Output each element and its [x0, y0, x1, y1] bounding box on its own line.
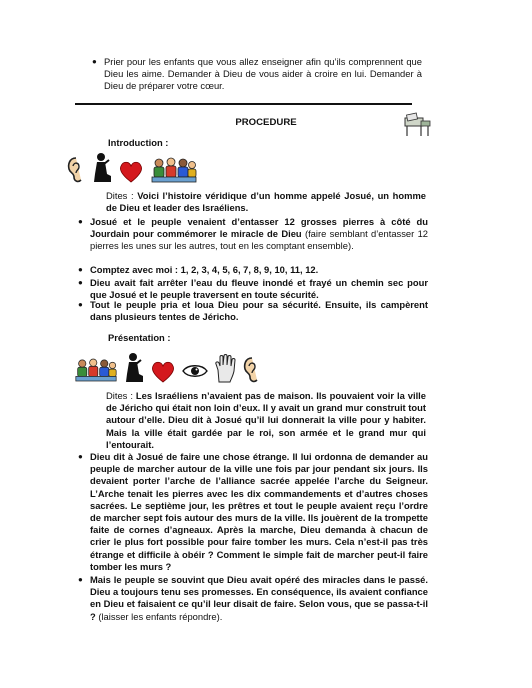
hand-icon: [214, 354, 236, 384]
children-group-icon: [74, 356, 118, 384]
intro-bullet-2: [78, 264, 428, 276]
intro-bullet-3: [78, 277, 428, 301]
intro-bullet-1-normal: (faire semblant d’entasser 12 pierres les unes sur les autres, tout en les comptant ensemble).: [90, 228, 428, 252]
introduction-icons: [66, 150, 198, 184]
eye-icon: [182, 364, 208, 378]
presentation-dites: [106, 390, 426, 451]
intro-bullet-2-text: Comptez avec moi : 1, 2, 3, 4, 5, 6, 7, 8, 9, 10, 11, 12.: [90, 264, 319, 275]
presentation-bullet-2-bold: Mais le peuple se souvint que Dieu avait opéré des miracles dans le passé. Dieu a toujours tenu ses promesses. En conséquence, ils avaient confiance en Dieu et faisaient ce qu’il leur disait de faire. Selon vous, que se passa-t-il ?: [90, 574, 428, 622]
school-desk-icon: [402, 112, 432, 138]
intro-bullet-3-text: Dieu avait fait arrêter l’eau du fleuve inondé et frayé un chemin sec pour que Josué et le peuple traversent en toute sécurité.: [90, 277, 428, 301]
prayer-text: Prier pour les enfants que vous allez enseigner afin qu’ils comprennent que Dieu les aime. Demander à Dieu de vous aider à croire en lui. Demander à Dieu de préparer votre cœur.: [104, 56, 422, 92]
bullet-marker: ●: [92, 57, 97, 66]
heart-icon: [150, 360, 176, 384]
intro-bullet-4-text: Tout le peuple pria et loua Dieu pour sa sécurité. Ensuite, ils campèrent dans plusieurs tentes de Jéricho.: [90, 299, 428, 323]
presentation-label: Présentation :: [108, 332, 171, 343]
bullet-marker: ●: [78, 575, 83, 584]
ear-icon: [66, 156, 86, 184]
introduction-label: Introduction :: [108, 137, 169, 148]
bullet-marker: ●: [78, 265, 83, 274]
presentation-bullet-2: [78, 574, 428, 623]
bullet-marker: ●: [78, 452, 83, 461]
presentation-bullet-1: [78, 451, 428, 573]
presentation-bullet-2-normal: (laisser les enfants répondre).: [95, 610, 223, 622]
section-divider: [75, 103, 412, 105]
procedure-heading: PROCEDURE: [235, 117, 297, 128]
bullet-marker: ●: [78, 217, 83, 226]
heart-icon: [118, 160, 144, 184]
bullet-marker: ●: [78, 300, 83, 309]
presentation-bullet-1-text: Dieu dit à Josué de faire une chose étrange. Il lui ordonna de demander au peuple de marcher autour de la ville une fois par jour pendant six jours. Ils devaient porter l’arche de l’alliance sacrée appelée l’arche du Seigneur. L’Arche tenait les pierres avec les dix commandements et d’autres choses sacrées. Le septième jour, les prêtres et tout le peuple avaient reçu l’ordre de marcher sept fois autour des murs de la ville. Ils jouèrent de la trompette faite de cornes d’agneaux. Après la marche, Dieu demanda à chacun de crier le plus fort possible pour faire tomber les murs. Cela n’est-il pas très étrange et difficile à obéir ? Comment le simple fait de marcher peut-il faire tomber les murs ?: [90, 451, 428, 572]
dites-prefix: Dites :: [106, 390, 136, 401]
prayer-bullet: [92, 56, 422, 93]
intro-bullet-1: [78, 216, 428, 253]
dites-text: Les Israéliens n’avaient pas de maison. Ils pouvaient voir la ville de Jéricho qui était non loin d’eux. Il y avait un grand mur construit tout autour d’elle. Dieu dit à Josué qu’il lui donnerait la ville pour y habiter. Mais la ville était gardée par le roi, son armée et le grand mur qui l’entourait.: [106, 390, 426, 450]
ear-icon: [242, 356, 262, 384]
dites-text: Voici l’histoire véridique d’un homme appelé Josué, un homme de Dieu et leader des Israéliens.: [106, 190, 426, 214]
intro-bullet-1-bold: Josué et le peuple venaient d’entasser 12 grosses pierres à côté du Jourdain pour commémorer le miracle de Dieu: [90, 216, 428, 240]
dites-prefix: Dites :: [106, 190, 138, 201]
intro-bullet-4: [78, 299, 428, 323]
bullet-marker: ●: [78, 278, 83, 287]
praying-person-icon: [92, 152, 112, 184]
praying-person-icon: [124, 352, 144, 384]
presentation-icons: [74, 346, 262, 384]
children-group-icon: [150, 156, 198, 184]
introduction-dites: [106, 190, 426, 214]
